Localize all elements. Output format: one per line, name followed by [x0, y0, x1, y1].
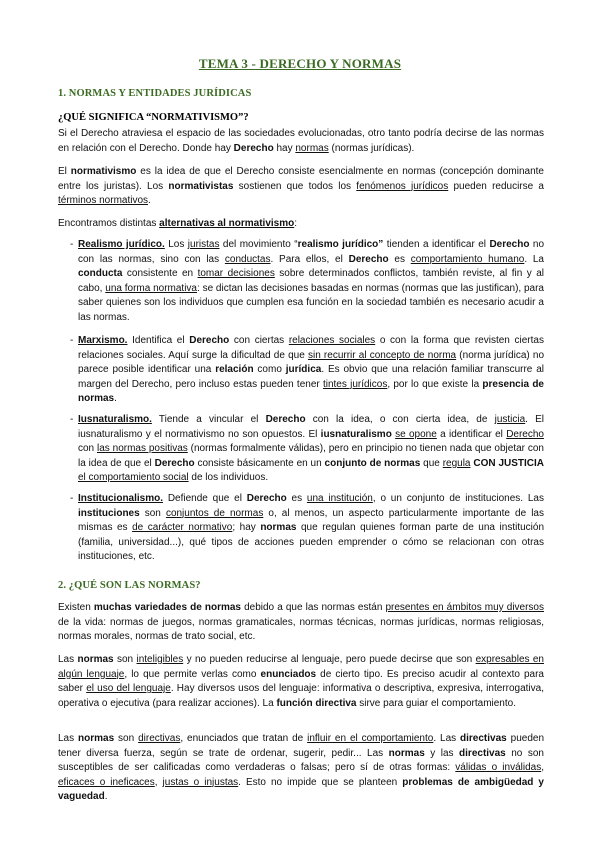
list-item-institucionalismo — [70, 492, 545, 565]
section-1-paragraph-2: El normativismo es la idea de que el Derecho consiste esencialmente en normas (concepción dominante entre los juristas). Los normativistas sostienen que todos los fenómenos jurídicos pueden reducirse a términos normativos. — [58, 166, 544, 207]
section-1-paragraph-3: Encontramos distintas alternativas al normativismo: — [58, 218, 298, 229]
list-dash: - — [70, 414, 74, 425]
section-1-heading: 1. NORMAS Y ENTIDADES JURÍDICAS — [58, 88, 252, 99]
list-dash: - — [70, 335, 74, 346]
section-2-paragraph-1: Existen muchas variedades de normas debido a que las normas están presentes en ámbitos muy diversos de la vida: normas de juegos, normas gramaticales, normas técnicas, normas jurídicas, normas religiosas, normas morales, normas de trato social, etc. — [58, 602, 544, 643]
list-dash: - — [70, 239, 74, 250]
list-item-text: Marxismo. Identifica el Derecho con ciertas relaciones sociales o con la forma que revisten ciertas relaciones sociales. Aquí surge la dificultad de que sin recurrir al concepto de norma (norma jurídica) no parece posible identificar una relación como jurídica. Es obvio que una relación familiar transcurre al margen del Derecho, pero incluso estas pueden tener tintes jurídicos, por lo que existe la presencia de normas. — [78, 335, 545, 405]
section-2-paragraph-2: Las normas son inteligibles y no pueden reducirse al lenguaje, pero puede decirse que son expresables en algún lenguaje, lo que permite verlas como enunciados de cierto tipo. Es preciso acudir al contexto para saber el uso del lenguaje. Hay diversos usos del lenguaje: informativa o descriptiva, expresiva, interrogativa, operativa o ejecutiva (para realizar acciones). La función directiva sirve para guiar el comportamiento. — [58, 654, 544, 709]
section-2-heading: 2. ¿QUÉ SON LAS NORMAS? — [58, 580, 201, 591]
list-item-text: Realismo jurídico. Los juristas del movimiento “realismo jurídico” tienden a identificar el Derecho no con las normas, sino con las conductas. Para ellos, el Derecho es comportamiento humano. La conducta consistente en tomar decisiones sobre determinados conflictos, también reviste, al fin y al cabo, una forma normativa: se dictan las decisiones basadas en normas (normas que las justifican), para saber quienes son los individuos que cumplen esa función en la sociedad también es necesario acudir a las normas. — [78, 239, 545, 323]
list-item-realismo — [70, 238, 545, 326]
list-item-marxismo — [70, 334, 545, 407]
list-item-text: Iusnaturalismo. Tiende a vincular el Derecho con la idea, o con cierta idea, de justicia. El iusnaturalismo y el normativismo no son opuestos. El iusnaturalismo se opone a identificar el Derecho con las normas positivas (normas formalmente válidas), pero en principio no tienen nada que objetar con la idea de que el Derecho consiste básicamente en un conjunto de normas que regula CON JUSTICIA el comportamiento social de los individuos. — [78, 414, 545, 484]
list-dash: - — [70, 493, 74, 504]
list-item-iusnaturalismo — [70, 413, 545, 486]
section-1-subheading: ¿QUÉ SIGNIFICA “NORMATIVISMO”? — [58, 112, 249, 123]
section-2-paragraph-3: Las normas son directivas, enunciados que tratan de influir en el comportamiento. Las directivas pueden tener diversa fuerza, según se trate de ordenar, sugerir, pedir... Las normas y las directivas no son susceptibles de ser calificadas como verdaderas o falsas; pero sí de otras formas: válidas o inválidas, eficaces o ineficaces, justas o injustas. Esto no impide que se planteen problemas de ambigüedad y vaguedad. — [58, 733, 545, 803]
section-1-paragraph-1: Si el Derecho atraviesa el espacio de las sociedades evolucionadas, otro tanto podría decirse de las normas en relación con el Derecho. Donde hay Derecho hay normas (normas jurídicas). — [58, 128, 544, 154]
list-item-text: Institucionalismo. Defiende que el Derecho es una institución, o un conjunto de instituciones. Las instituciones son conjuntos de normas o, al menos, un aspecto particularmente importante de las mismas es de carácter normativo; hay normas que regulan quienes forman parte de una institución (familia, universidad...), qué tipos de acciones pueden emprender o cómo se relacionan con otras instituciones, etc. — [78, 493, 545, 563]
document-title: TEMA 3 - DERECHO Y NORMAS — [198, 56, 402, 71]
